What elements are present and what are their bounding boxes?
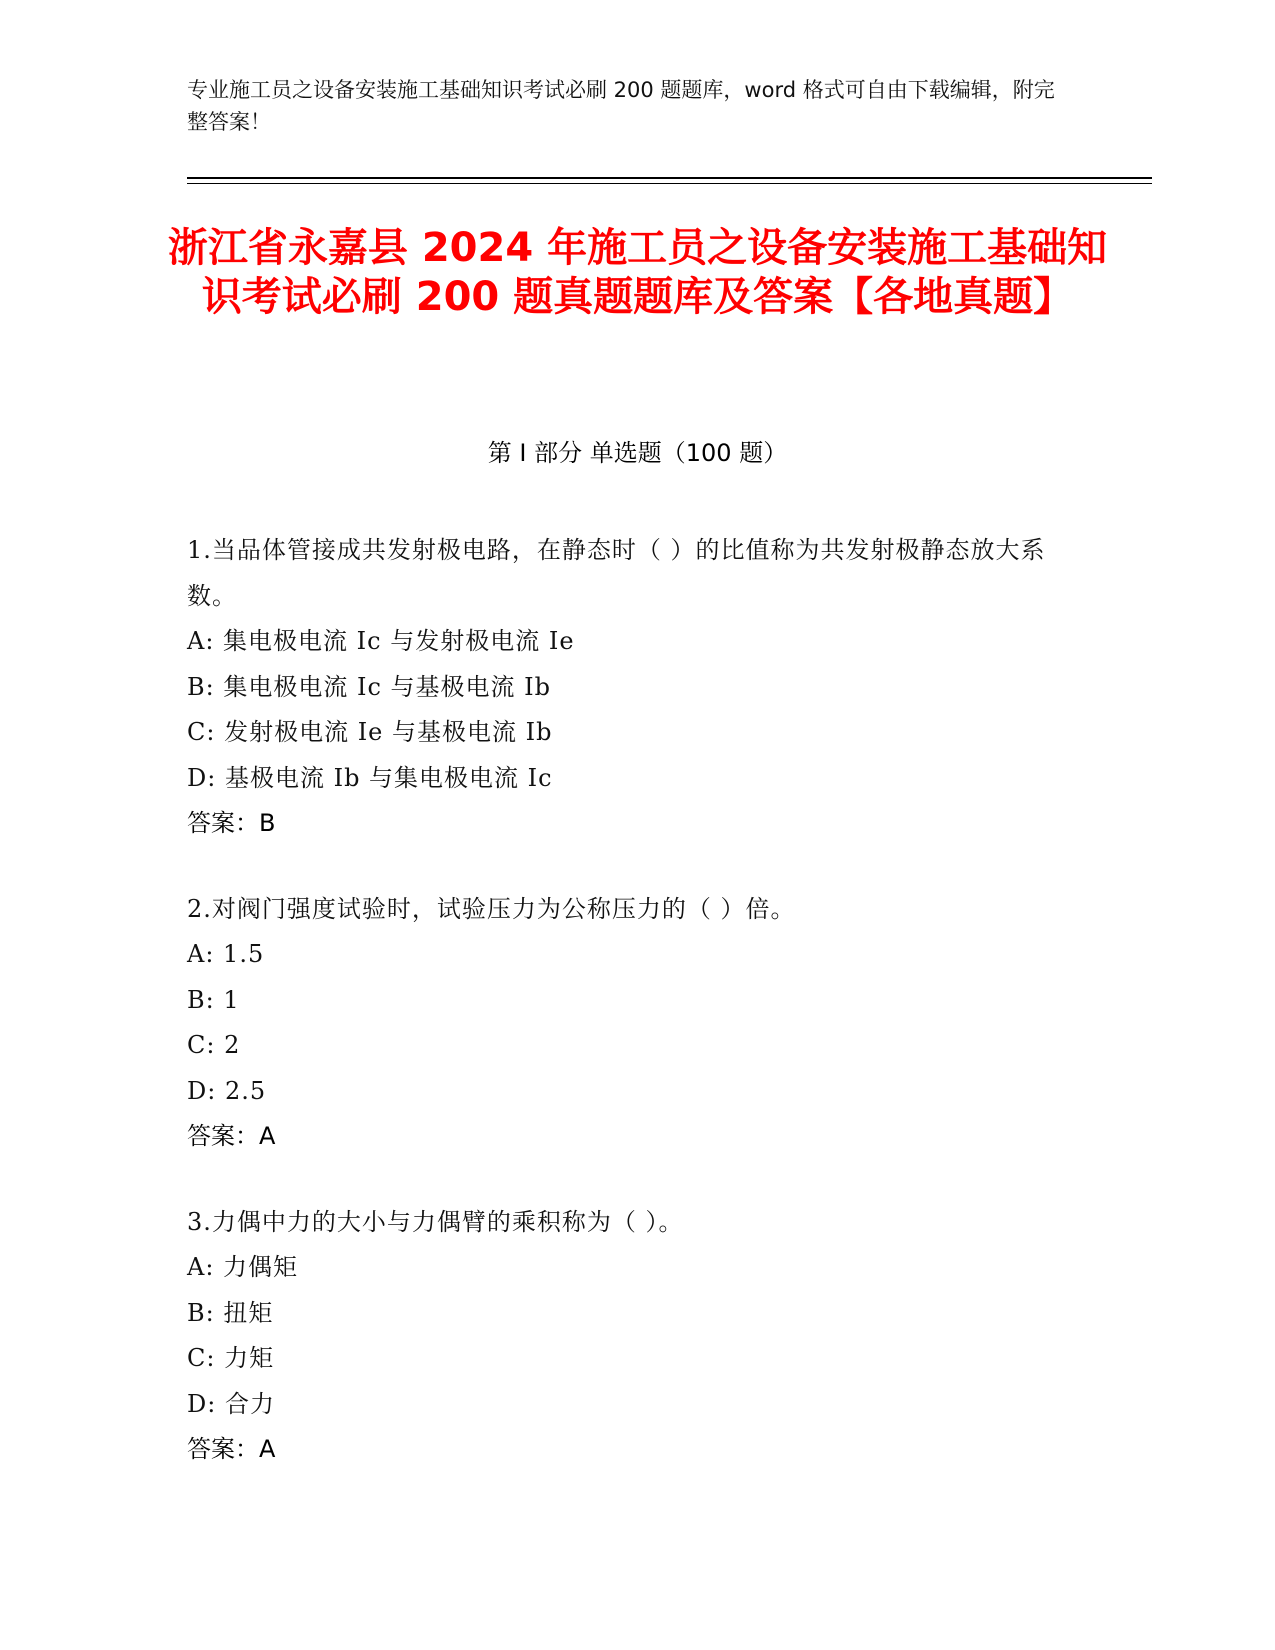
option-d: D: 基极电流 Ib 与集电极电流 Ic: [187, 763, 553, 792]
question-3: [187, 1200, 1087, 1473]
question-text: 3.力偶中力的大小与力偶臂的乘积称为（ ）。: [187, 1207, 684, 1236]
option-a: A: 集电极电流 Ic 与发射极电流 Ie: [187, 627, 575, 655]
answer: 答案：A: [187, 1122, 276, 1150]
question-list: [187, 528, 1087, 1513]
option-b: B: 扭矩: [187, 1298, 274, 1327]
question-2: [187, 887, 1087, 1160]
option-d: D: 2.5: [187, 1076, 267, 1105]
question-1: [187, 528, 1087, 847]
header-rule-thick: [187, 177, 1152, 179]
option-a: A: 1.5: [187, 940, 265, 968]
option-a: A: 力偶矩: [187, 1253, 299, 1281]
option-b: B: 1: [187, 985, 240, 1014]
option-d: D: 合力: [187, 1389, 275, 1418]
answer: 答案：A: [187, 1435, 276, 1463]
header-rule-thin: [187, 183, 1152, 184]
option-c: C: 2: [187, 1031, 241, 1059]
option-b: B: 集电极电流 Ic 与基极电流 Ib: [187, 672, 552, 701]
option-c: C: 力矩: [187, 1344, 275, 1372]
section-title: 第 I 部分 单选题（100 题）: [487, 439, 788, 467]
question-text: 1.当品体管接成共发射极电路，在静态时（ ）的比值称为共发射极静态放大系数。: [187, 536, 1046, 610]
document-title: 浙江省永嘉县 2024 年施工员之设备安装施工基础知识考试必刷 200 题真题题库及答案【各地真题】: [167, 225, 1108, 320]
header-note: 专业施工员之设备安装施工基础知识考试必刷 200 题题库，word 格式可自由下载编辑，附完整答案！: [187, 78, 1055, 134]
answer: 答案：B: [187, 809, 276, 837]
option-c: C: 发射极电流 Ie 与基极电流 Ib: [187, 718, 553, 746]
question-text: 2.对阀门强度试验时，试验压力为公称压力的（ ）倍。: [187, 894, 796, 923]
